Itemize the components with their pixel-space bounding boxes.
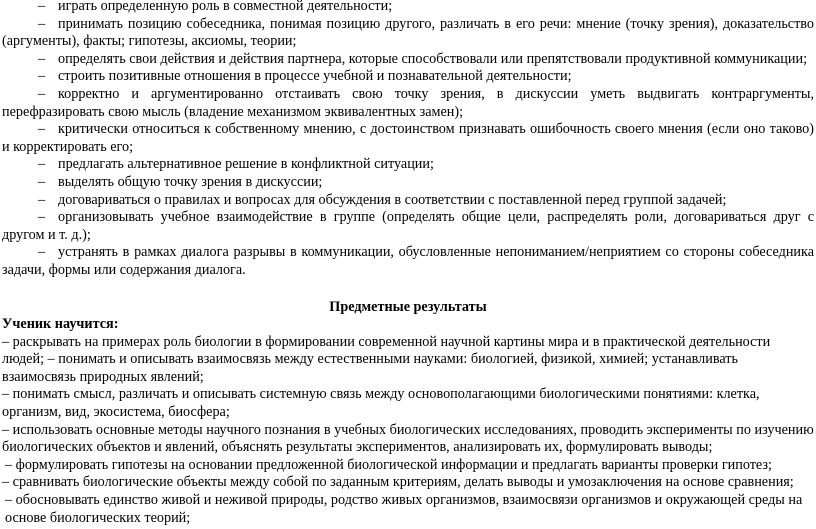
list-item xyxy=(2,86,814,121)
result-item: – понимать смысл, различать и описывать системную связь между основополагающими биологическими понятиями: клетка, организм, вид, экосистема, биосфера; xyxy=(2,386,760,421)
result-item: – использовать основные методы научного познания в учебных биологических исследованиях, проводить эксперименты по изучению биологических объектов и явлений, объяснять результаты экспериментов, анализировать их, формулировать выводы; xyxy=(2,421,814,456)
list-item-text: играть определенную роль в совместной деятельности; xyxy=(58,0,393,14)
list-item-text: определять свои действия и действия партнера, которые способствовали или препятствовали продуктивной коммуникации; xyxy=(58,50,808,67)
list-item-text: принимать позицию собеседника, понимая позицию другого, различать в его речи: мнение (точку зрения), доказательство (аргументы), факты; гипотезы, аксиомы, теории; xyxy=(2,15,814,50)
result-item: – обосновывать единство живой и неживой природы, родство живых организмов, взаимосвязи организмов и окружающей среды на основе биологических теорий; xyxy=(5,492,803,526)
list-item-text: строить позитивные отношения в процессе учебной и познавательной деятельности; xyxy=(58,68,572,85)
dash-marker: – xyxy=(38,173,46,190)
dash-marker: – xyxy=(38,244,46,261)
list-item xyxy=(2,121,814,156)
dash-marker: – xyxy=(38,50,46,67)
list-item xyxy=(2,68,814,86)
list-item xyxy=(2,16,814,51)
list-item-text: договариваться о правилах и вопросах для обсуждения в соответствии с поставленной перед группой задачей; xyxy=(58,191,727,208)
list-item-text: корректно и аргументированно отстаивать свою точку зрения, в дискуссии уметь выдвигать контраргументы, перефразировать свою мысль (владение механизмом эквивалентных замен); xyxy=(2,85,814,120)
dash-marker: – xyxy=(38,0,46,14)
dash-marker: – xyxy=(38,15,46,32)
list-item xyxy=(2,156,814,174)
list-item xyxy=(2,192,814,210)
list-item xyxy=(2,174,814,192)
list-item xyxy=(2,209,814,244)
dash-marker: – xyxy=(38,156,46,173)
section-heading: Предметные результаты xyxy=(329,298,487,315)
list-item-text: выделять общую точку зрения в дискуссии; xyxy=(58,173,323,190)
dash-marker: – xyxy=(38,85,46,102)
list-item xyxy=(2,244,814,279)
list-item xyxy=(2,51,814,69)
list-item-text: предлагать альтернативное решение в конфликтной ситуации; xyxy=(58,156,434,173)
dash-marker: – xyxy=(38,121,46,138)
communicative-skills-list xyxy=(2,0,814,280)
subject-results-list xyxy=(2,334,814,528)
list-item-text: устранять в рамках диалога разрывы в коммуникации, обусловленные непониманием/неприятием со стороны собеседника задачи, формы или содержания диалога. xyxy=(2,244,814,278)
dash-marker: – xyxy=(38,209,46,226)
result-item: – сравнивать биологические объекты между собой по заданным критериям, делать выводы и умозаключения на основе сравнения; xyxy=(2,474,794,491)
student-label: Ученик научится: xyxy=(2,316,119,333)
list-item xyxy=(2,0,814,16)
dash-marker: – xyxy=(38,68,46,85)
result-item: – раскрывать на примерах роль биологии в формировании современной научной картины мира и в практической деятельности людей; – понимать и описывать взаимосвязь между естественными науками: биологией, физикой, химией; устанавливать взаимосвязь природных явлений; xyxy=(2,333,771,385)
list-item-text: организовывать учебное взаимодействие в группе (определять общие цели, распределять роли, договариваться друг с другом и т. д.); xyxy=(2,209,814,243)
list-item-text: критически относиться к собственному мнению, с достоинством признавать ошибочность своего мнения (если оно таково) и корректировать его; xyxy=(2,121,814,155)
result-item: – формулировать гипотезы на основании предложенной биологической информации и предлагать варианты проверки гипотез; xyxy=(5,456,772,473)
dash-marker: – xyxy=(38,191,46,208)
